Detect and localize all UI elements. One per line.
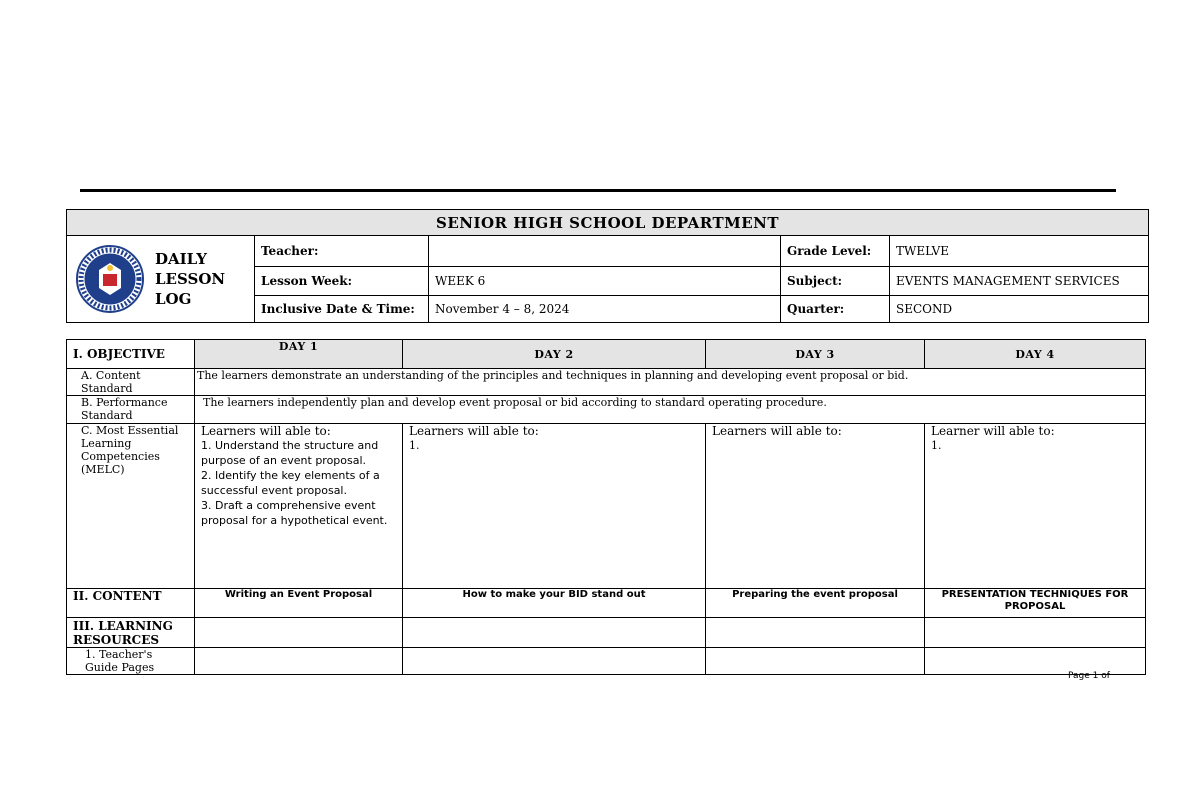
- lesson-table: [66, 339, 1146, 675]
- top-rule: [80, 189, 1116, 192]
- deped-seal-icon: [75, 244, 145, 314]
- resources-day-1: [195, 618, 403, 648]
- day-3-header: DAY 3: [706, 340, 925, 369]
- date-time-value: November 4 – 8, 2024: [429, 296, 781, 323]
- day-4-header: DAY 4: [925, 340, 1146, 369]
- guide-day-3: [706, 648, 925, 675]
- melc-day-1-item: 2. Identify the key elements of a successful event proposal.: [201, 469, 380, 497]
- melc-day-2: [403, 424, 706, 589]
- melc-day-2-lead: Learners will able to:: [409, 424, 539, 438]
- melc-day-1-item: 3. Draft a comprehensive event proposal for a hypothetical event.: [201, 499, 388, 527]
- melc-day-1-item: 1. Understand the structure and purpose of an event proposal.: [201, 439, 379, 467]
- daily-lesson-log-title: [155, 249, 225, 309]
- quarter-value: SECOND: [890, 296, 1149, 323]
- header-table: [66, 209, 1149, 323]
- melc-day-4-item: 1.: [931, 439, 942, 452]
- lesson-week-value: WEEK 6: [429, 267, 781, 296]
- logo-cell: [67, 236, 255, 323]
- guide-day-2: [403, 648, 706, 675]
- log-title-line: DAILY: [155, 250, 207, 268]
- melc-day-4: [925, 424, 1146, 589]
- lesson-week-label: Lesson Week:: [255, 267, 429, 296]
- melc-label: C. Most Essential Learning Competencies (MELC): [67, 424, 195, 589]
- day-1-header: DAY 1: [195, 340, 403, 369]
- resources-day-3: [706, 618, 925, 648]
- content-standard-text: The learners demonstrate an understanding of the principles and techniques in planning and developing event proposal or bid.: [195, 369, 1146, 396]
- melc-day-3: [706, 424, 925, 589]
- content-day-2: How to make your BID stand out: [403, 589, 706, 618]
- melc-day-4-lead: Learner will able to:: [931, 424, 1055, 438]
- grade-level-label: Grade Level:: [781, 236, 890, 267]
- log-title-line: LOG: [155, 290, 192, 308]
- guide-day-4: [925, 648, 1146, 675]
- day-2-header: DAY 2: [403, 340, 706, 369]
- log-title-line: LESSON: [155, 270, 226, 288]
- content-day-1: Writing an Event Proposal: [195, 589, 403, 618]
- quarter-label: Quarter:: [781, 296, 890, 323]
- guide-day-1: [195, 648, 403, 675]
- date-time-label: Inclusive Date & Time:: [255, 296, 429, 323]
- content-standard-label: A. Content Standard: [67, 369, 195, 396]
- teacher-value: [429, 236, 781, 267]
- resources-day-2: [403, 618, 706, 648]
- melc-day-3-lead: Learners will able to:: [712, 424, 842, 438]
- page-number: Page 1 of: [1068, 671, 1110, 681]
- subject-label: Subject:: [781, 267, 890, 296]
- performance-standard-label: B. Performance Standard: [67, 396, 195, 424]
- grade-level-value: TWELVE: [890, 236, 1149, 267]
- resources-day-4: [925, 618, 1146, 648]
- melc-day-2-item: 1.: [409, 439, 420, 452]
- learning-resources-heading: III. LEARNING RESOURCES: [67, 618, 195, 648]
- content-heading: II. CONTENT: [67, 589, 195, 618]
- teacher-label: Teacher:: [255, 236, 429, 267]
- department-title: SENIOR HIGH SCHOOL DEPARTMENT: [67, 210, 1149, 236]
- content-day-4: PRESENTATION TECHNIQUES FOR PROPOSAL: [925, 589, 1146, 618]
- melc-day-1-lead: Learners will able to:: [201, 424, 331, 438]
- content-day-3: Preparing the event proposal: [706, 589, 925, 618]
- subject-value: EVENTS MANAGEMENT SERVICES: [890, 267, 1149, 296]
- teachers-guide-label: 1. Teacher's Guide Pages: [67, 648, 195, 675]
- objective-heading: I. OBJECTIVE: [67, 340, 195, 369]
- performance-standard-text: The learners independently plan and develop event proposal or bid according to standard operating procedure.: [195, 396, 1146, 424]
- melc-day-1: [195, 424, 403, 589]
